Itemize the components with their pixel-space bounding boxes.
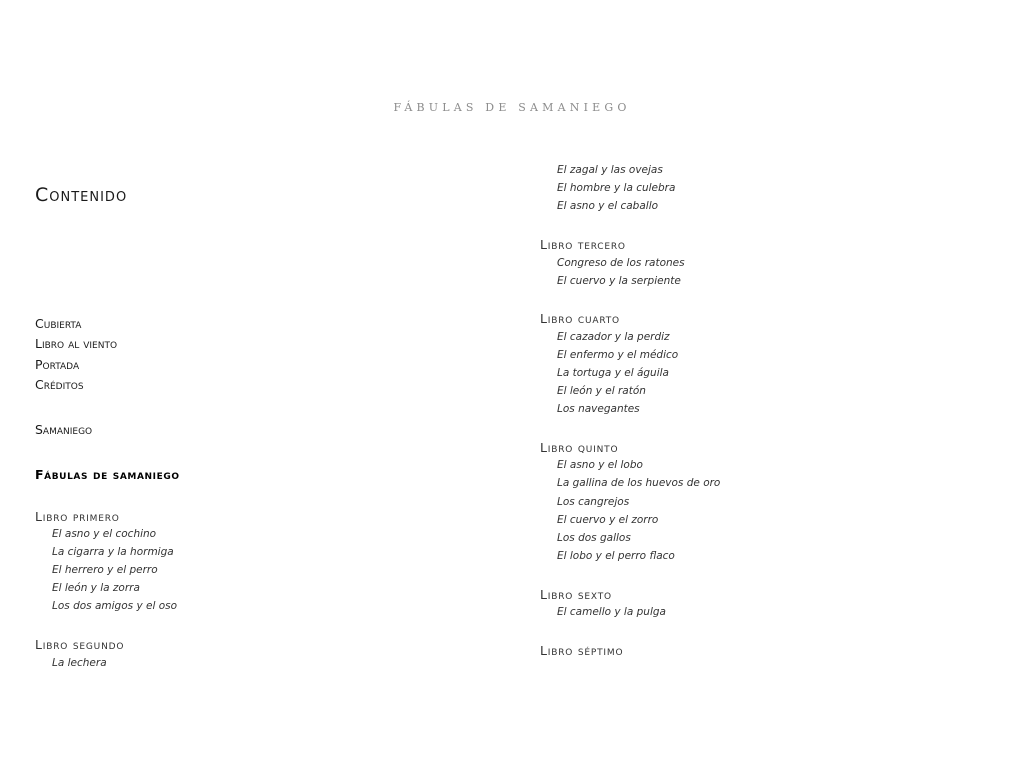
toc-fable[interactable]: La gallina de los huevos de oro — [557, 477, 721, 489]
toc-link-libro-al-viento[interactable]: Libro al viento — [35, 336, 118, 351]
toc-fable[interactable]: El cuervo y el zorro — [557, 514, 659, 526]
toc-fable[interactable]: El camello y la pulga — [557, 606, 666, 618]
toc-fable[interactable]: El enfermo y el médico — [557, 349, 679, 361]
toc-section-fabulas[interactable]: Fábulas de samaniego — [35, 467, 180, 482]
toc-book-quinto[interactable]: Libro quinto — [540, 440, 619, 455]
toc-fable[interactable]: Los navegantes — [557, 403, 640, 415]
toc-fable[interactable]: El cazador y la perdiz — [557, 331, 670, 343]
toc-book-primero[interactable]: Libro primero — [35, 509, 120, 524]
toc-fable[interactable]: El lobo y el perro flaco — [557, 550, 675, 562]
toc-book-cuarto[interactable]: Libro cuarto — [540, 311, 620, 326]
toc-link-samaniego[interactable]: Samaniego — [35, 422, 93, 437]
toc-fable[interactable]: El hombre y la culebra — [557, 182, 676, 194]
toc-fable[interactable]: El asno y el caballo — [557, 200, 659, 212]
toc-fable[interactable]: La tortuga y el águila — [557, 367, 669, 379]
toc-link-portada[interactable]: Portada — [35, 357, 80, 372]
toc-fable[interactable]: El león y el ratón — [557, 385, 646, 397]
toc-link-creditos[interactable]: Créditos — [35, 377, 84, 392]
toc-book-tercero[interactable]: Libro tercero — [540, 237, 626, 252]
toc-fable[interactable]: El herrero y el perro — [52, 564, 158, 576]
toc-fable[interactable]: El león y la zorra — [52, 582, 140, 594]
toc-fable[interactable]: La lechera — [52, 657, 107, 669]
toc-book-septimo[interactable]: Libro séptimo — [540, 643, 624, 658]
toc-fable[interactable]: El cuervo y la serpiente — [557, 275, 681, 287]
toc-title: Contenido — [35, 184, 128, 206]
toc-fable[interactable]: La cigarra y la hormiga — [52, 546, 174, 558]
toc-fable[interactable]: Los dos amigos y el oso — [52, 600, 178, 612]
toc-link-cubierta[interactable]: Cubierta — [35, 316, 82, 331]
toc-fable[interactable]: Los cangrejos — [557, 496, 630, 508]
toc-fable[interactable]: Congreso de los ratones — [557, 257, 685, 269]
toc-book-sexto[interactable]: Libro sexto — [540, 587, 612, 602]
toc-fable[interactable]: Los dos gallos — [557, 532, 631, 544]
toc-fable[interactable]: El asno y el lobo — [557, 459, 643, 471]
toc-fable[interactable]: El zagal y las ovejas — [557, 164, 663, 176]
running-head: FÁBULAS DE SAMANIEGO — [393, 101, 631, 114]
toc-fable[interactable]: El asno y el cochino — [52, 528, 157, 540]
toc-book-segundo[interactable]: Libro segundo — [35, 637, 125, 652]
